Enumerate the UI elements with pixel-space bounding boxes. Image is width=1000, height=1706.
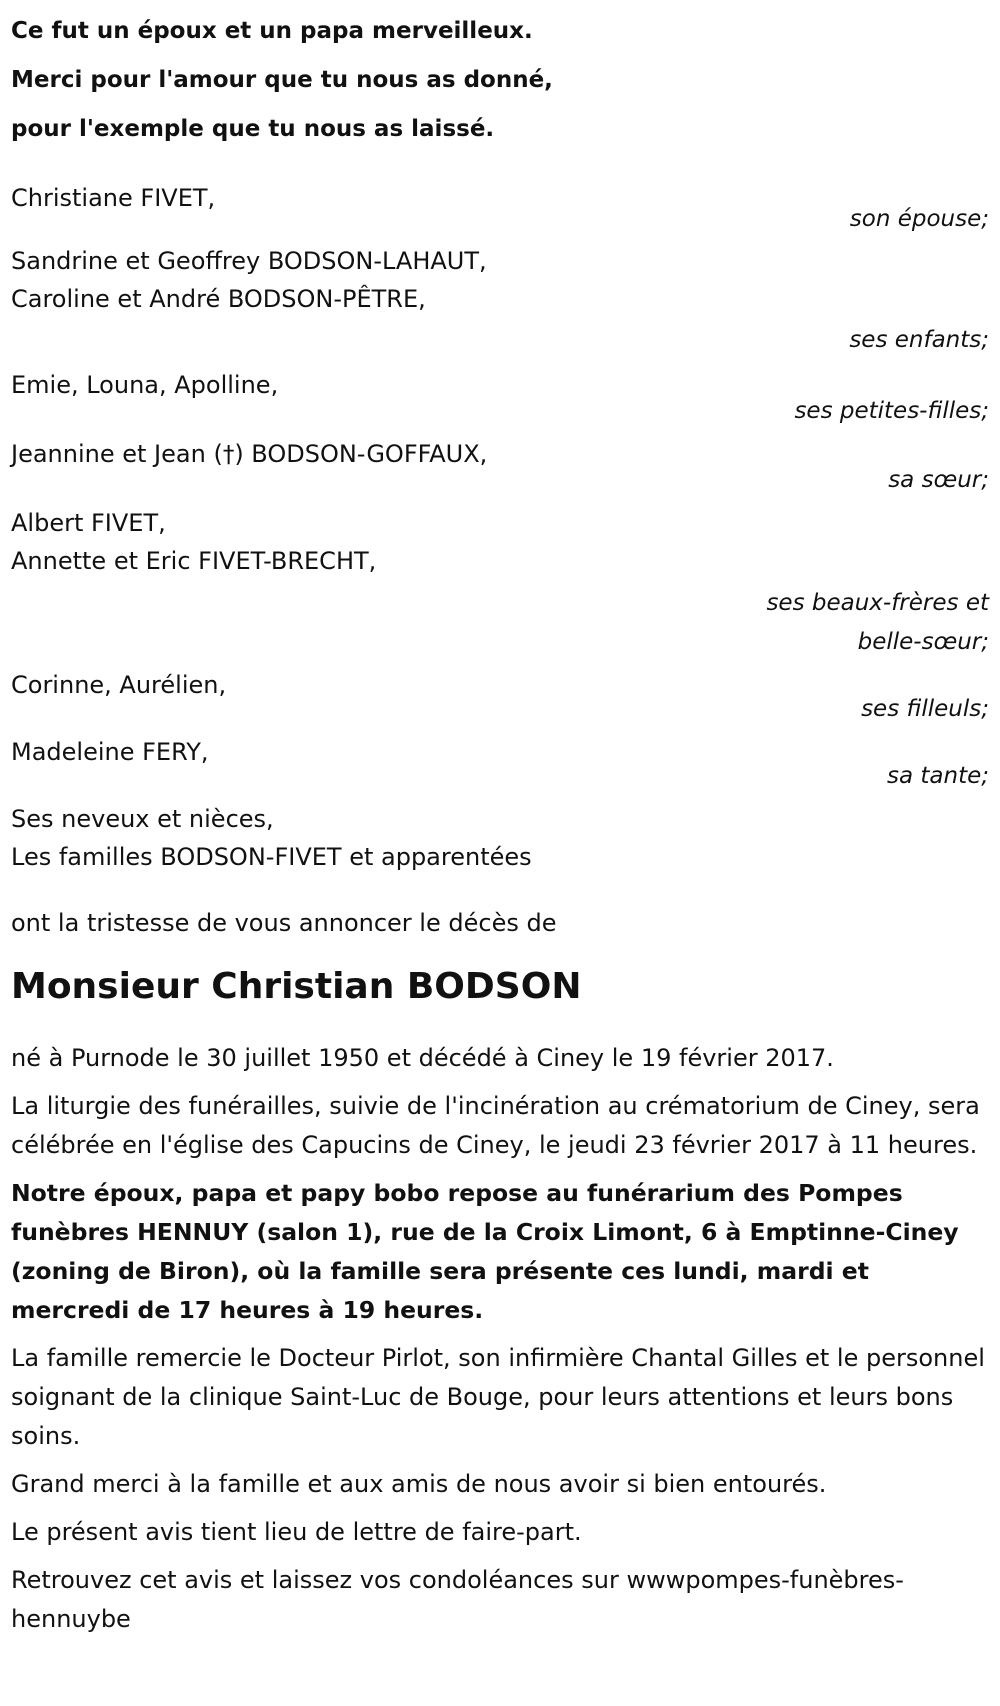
notice-text: Le présent avis tient lieu de lettre de faire-part. [11, 1518, 582, 1546]
relation-line: ses beaux-frères et [766, 590, 989, 616]
family-group-spouse [11, 179, 989, 239]
intro-line: Ce fut un époux et un papa merveilleux. [11, 18, 533, 44]
family-group-aunt [11, 733, 989, 796]
thanks-friends-text: Grand merci à la famille et aux amis de nous avoir si bien entourés. [11, 1470, 827, 1498]
deceased-name: Monsieur Christian BODSON [11, 966, 582, 1007]
announcement-text: ont la tristesse de vous annoncer le décès de [11, 909, 557, 937]
family-name: Sandrine et Geoffrey BODSON-LAHAUT, [11, 247, 487, 275]
name-part: Jeannine et Jean ( [11, 440, 223, 468]
family-relation [11, 584, 989, 662]
family-group-godchildren [11, 666, 989, 729]
birth-death-text: né à Purnode le 30 juillet 1950 et décédé à Ciney le 19 février 2017. [11, 1044, 834, 1072]
condolences-text: Retrouvez cet avis et laissez vos condoléances sur wwwpompes-funèbres-hennuybe [11, 1566, 904, 1633]
thanks-doctor-text: La famille remercie le Docteur Pirlot, son infirmière Chantal Gilles et le personnel soignant de la clinique Saint-Luc de Bouge, pour leurs attentions et leurs bons soins. [11, 1344, 985, 1450]
family-group-sister [11, 435, 989, 500]
family-name: Christiane FIVET, [11, 184, 216, 212]
family-name: Annette et Eric FIVET-BRECHT, [11, 547, 377, 575]
family-name: Les familles BODSON-FIVET et apparentées [11, 843, 532, 871]
family-relation: son épouse; [849, 206, 989, 232]
name-part: ) BODSON-GOFFAUX, [234, 440, 488, 468]
family-relation: sa sœur; [888, 467, 989, 493]
family-name: Emie, Louna, Apolline, [11, 371, 279, 399]
family-group-others [11, 800, 989, 876]
intro-line: Merci pour l'amour que tu nous as donné, [11, 67, 553, 93]
family-name: Caroline et André BODSON-PÊTRE, [11, 285, 426, 313]
visitation-text: Notre époux, papa et papy bobo repose au funérarium des Pompes funèbres HENNUY (salon 1), rue de la Croix Limont, 6 à Emptinne-Ciney (zoning de Biron), où la famille sera présente ces lundi, mardi et mercredi de 17 heures à 19 heures. [11, 1179, 959, 1324]
family-relation: ses enfants; [849, 327, 989, 353]
cross-icon: † [222, 442, 235, 468]
family-group-grandchildren [11, 366, 989, 431]
family-group-inlaws [11, 504, 989, 662]
family-name: Madeleine FERY, [11, 738, 209, 766]
family-name: Ses neveux et nièces, [11, 805, 274, 833]
family-relation: ses petites-filles; [794, 398, 989, 424]
family-relation: sa tante; [887, 763, 989, 789]
family-group-children [11, 242, 989, 360]
liturgy-text: La liturgie des funérailles, suivie de l'incinération au crématorium de Ciney, sera célébrée en l'église des Capucins de Ciney, le jeudi 23 février 2017 à 11 heures. [11, 1092, 980, 1159]
family-relation: ses filleuls; [861, 696, 989, 722]
family-name: Albert FIVET, [11, 509, 166, 537]
family-list [11, 179, 989, 876]
family-name: Corinne, Aurélien, [11, 671, 227, 699]
intro-line: pour l'exemple que tu nous as laissé. [11, 116, 495, 142]
relation-line: belle-sœur; [857, 629, 989, 655]
intro-message [11, 0, 989, 154]
